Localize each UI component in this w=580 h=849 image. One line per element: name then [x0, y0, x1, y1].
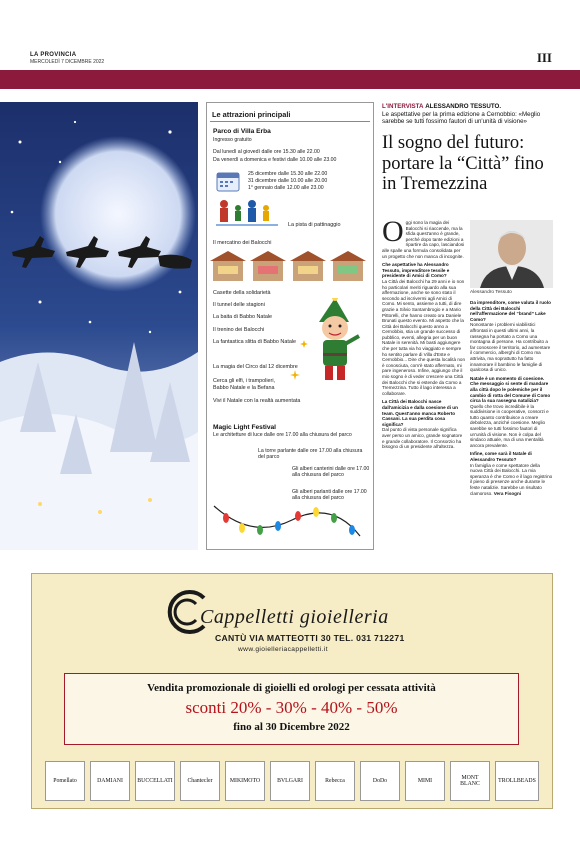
question-2: La Città dei Balocchi nasce dall'amicizia e dalla coesione di un team. Quest'anno manca Roberto Cassani. La sua perdita cosa significa? [382, 399, 458, 427]
brand-mikimoto: MIKIMOTO [225, 761, 265, 801]
article-column-right [470, 300, 553, 496]
answer-2: Dal punto di vista personale significa aver perso un amico, grande sognatore e grande collaboratore. Il Consorzio ha bisogno di un presidente all'altezza. [382, 427, 463, 450]
sparkle-icon [300, 340, 308, 348]
portrait-caption: Alessandro Tessuto [470, 290, 512, 295]
brand-chantecler: Chantecler [180, 761, 220, 801]
festival-title: Magic Light Festival [213, 424, 277, 431]
brand-montblanc: MONT BLANC [450, 761, 490, 801]
promo-box [64, 673, 519, 745]
kicker-name: ALESSANDRO TESSUTO. [425, 103, 502, 110]
lights-garland-icon [212, 500, 362, 546]
villa-title: Parco di Villa Erba [213, 128, 271, 135]
brand-logos-row [45, 761, 539, 801]
paper-name: LA PROVINCIA [30, 52, 77, 58]
issue-date: MERCOLEDÌ 7 DICEMBRE 2022 [30, 59, 105, 65]
portrait-photo [470, 220, 553, 288]
question-1: Che aspettative ha Alessandro Tessuto, imprenditore tessile e presidente di Amici di Como? [382, 262, 450, 279]
brand-mimi: MIMI [405, 761, 445, 801]
festival-architetture: Le architetture di luce dalle ore 17.00 alla chiusura del parco [213, 432, 352, 438]
item-elves: Cerca gli elfi, i trampolieri, [213, 378, 276, 384]
villa-hours-weekday: Dal lunedì al giovedì dalle ore 15.30 alle 22.00 [213, 149, 320, 155]
article-column-left [382, 215, 465, 450]
festival-alberi-canterini: Gli alberi canterini dalle ore 17.00 alla chiusura del parco [292, 466, 370, 479]
christmas-photo [0, 102, 198, 550]
special-jan1: 1° gennaio dalle 12.00 alle 23.00 [248, 185, 324, 191]
article-kicker [382, 103, 541, 125]
answer-3: Nonostante i problemi viabilistici affrontati in questi ultimi anni, la rassegna ha portato a Como una montagna di persone. Ha contribuito a far conoscere il territorio, ad aumentare il commercio, alberghi di Como ma attrivita, ma soprattutto ha fatto innamorare il bambino le famiglie di qualcosa di unico. [470, 322, 551, 373]
question-3: Da imprenditore, come valuta il ruolo della Città dei Balocchi nell'affermazione del “brand” Lake Como? [470, 300, 551, 322]
festival-alberi-parlanti: Gli alberi parlanti dalle ore 17.00 alla chiusura del parco [292, 489, 367, 502]
brand-color-bar [0, 70, 580, 89]
villa-subtitle: Ingresso gratuito [213, 137, 252, 143]
answer-5-text: In famiglia e come spettatore della nuova Città dei Balocchi. La mia speranza è che Como e il lago registrino il pieno di presenze anche durante le feste natalizie. Sarebbe un risultato clamoroso. [470, 462, 553, 496]
item-market: Il mercatino dei Balocchi [213, 240, 272, 246]
promo-discounts: sconti 20% - 30% - 40% - 50% [185, 698, 398, 717]
drop-cap: O [382, 215, 404, 248]
answer-1: La Città dei Balocchi ha 29 anni e io non ho particolari meriti riguardo alla sua affermazione, anche se sono stato il secondo ad iscrivermi agli Amici di Como. Mi sento, assieme a tutti, di dire grazie a Silvio Santambrogio e a Mario Pittorelli, che hanno creato ora Daniele Brunati questo evento. Mi aspetto che la Città dei Balocchi questo anno a Cernobbio, stia un grande successo di pubblico, eventi, allegria per un buon Natale in serenità. Mi basti aggiungere che per tutta via ho viaggiato e sempre ho sentito parlare di Villa d'Este e Cernobbio... Dire che questa località non è conosciuta, com'è stato affermato, mi pare ingeneroso. Infine, aggiungo che il mio sogno è di veder crescere una Città dei Balocchi che si estende da Como a Tremezzina. Tutto il lago interessa a collaborare. [382, 278, 465, 396]
kicker-subtitle: Le aspettative per la prima edizione a Cernobbio: «Meglio sarebbe se tutti fossimo fautori di un'unità di visione» [382, 111, 541, 125]
kicker-label: L'INTERVISTA [382, 103, 424, 110]
brand-trollbeads: TROLLBEADS [495, 761, 539, 801]
ad-address: CANTÙ VIA MATTEOTTI 30 TEL. 031 712271 [215, 633, 405, 643]
elf-illustration [305, 298, 363, 388]
item-circus: La magia del Circo dal 12 dicembre [213, 364, 298, 370]
answer-5 [470, 463, 553, 497]
question-4: Natale è un momento di coesione. Che messaggio si sente di mandare alla città dopo le polemiche per il cambio di rotta del Comune di Como circa la sua rassegna natalizia? [470, 375, 551, 404]
item-skating: La pista di pattinaggio [288, 222, 341, 228]
brand-pomellato: Pomellato [45, 761, 85, 801]
sparkle-icon [290, 370, 300, 380]
item-baita: La baita di Babbo Natale [213, 314, 273, 320]
page-number: III [536, 50, 552, 65]
item-ar: Vivi il Natale con la realtà aumentata [213, 398, 301, 404]
ad-website: www.gioielleriacappelletti.it [238, 646, 329, 653]
divider [210, 121, 370, 122]
item-solidarity: Casette della solidarietà [213, 290, 271, 296]
item-santa-befana: Babbo Natale e la Befana [213, 385, 275, 391]
item-train: Il trenino dei Balocchi [213, 327, 265, 333]
brand-rebecca: Rebecca [315, 761, 355, 801]
villa-hours-weekend: Da venerdì a domenica e festivi dalle 10.00 alle 23.00 [213, 157, 337, 163]
brand-damiani: DAMIANI [90, 761, 130, 801]
article-lead: ggi sono la magia dei Balocchi si riaccende, ma la sfida quest'anno è grande, perché dopo tante edizioni a ripartire da capo, lasciandosi alle spalle una formula consolidata per un progetto che non manca di incognite. [382, 220, 465, 259]
attractions-title: Le attrazioni principali [212, 110, 291, 119]
market-huts-icon [210, 251, 370, 283]
byline: Vera Fisogni [493, 490, 522, 496]
brand-buccellati: BUCCELLATI [135, 761, 175, 801]
masthead [30, 52, 552, 68]
question-5: Infine, come sarà il Natale di Alessandro Tessuto? [470, 451, 532, 463]
item-sleigh: La fantastica slitta di Babbo Natale [213, 339, 297, 345]
festival-torre: La torre parlante dalle ore 17.00 alla chiusura del parco [258, 448, 363, 461]
calendar-icon [216, 170, 240, 192]
special-dec31: 31 dicembre dalle 10.00 alle 20.00 [248, 178, 328, 184]
item-tunnel: Il tunnel delle stagioni [213, 302, 265, 308]
promo-end-date: fino al 30 Dicembre 2022 [233, 721, 350, 733]
answer-4: Quello che trovo incredibile è la suddivisione in cooperative, consorzi e tutto quanto contribuisce a creare debolezza, anziché coesione. Meglio sarebbe se tutti fossimo fautori di un'unità di visione. Non è colpa del sindaco attuale, ma di una mentalità ancora prevalente. [470, 403, 549, 448]
special-dec25: 25 dicembre dalle 15.30 alle 22.00 [248, 171, 328, 177]
article-headline: Il sogno del futuro: portare la “Città” fino in Tremezzina [382, 133, 544, 194]
brand-bvlgari: BVLGARI [270, 761, 310, 801]
family-icon [214, 198, 284, 232]
ad-store-name: Cappelletti gioielleria [200, 606, 389, 628]
brand-dodo: DoDo [360, 761, 400, 801]
promo-line-1: Vendita promozionale di gioielli ed orologi per cessata attività [147, 682, 436, 694]
